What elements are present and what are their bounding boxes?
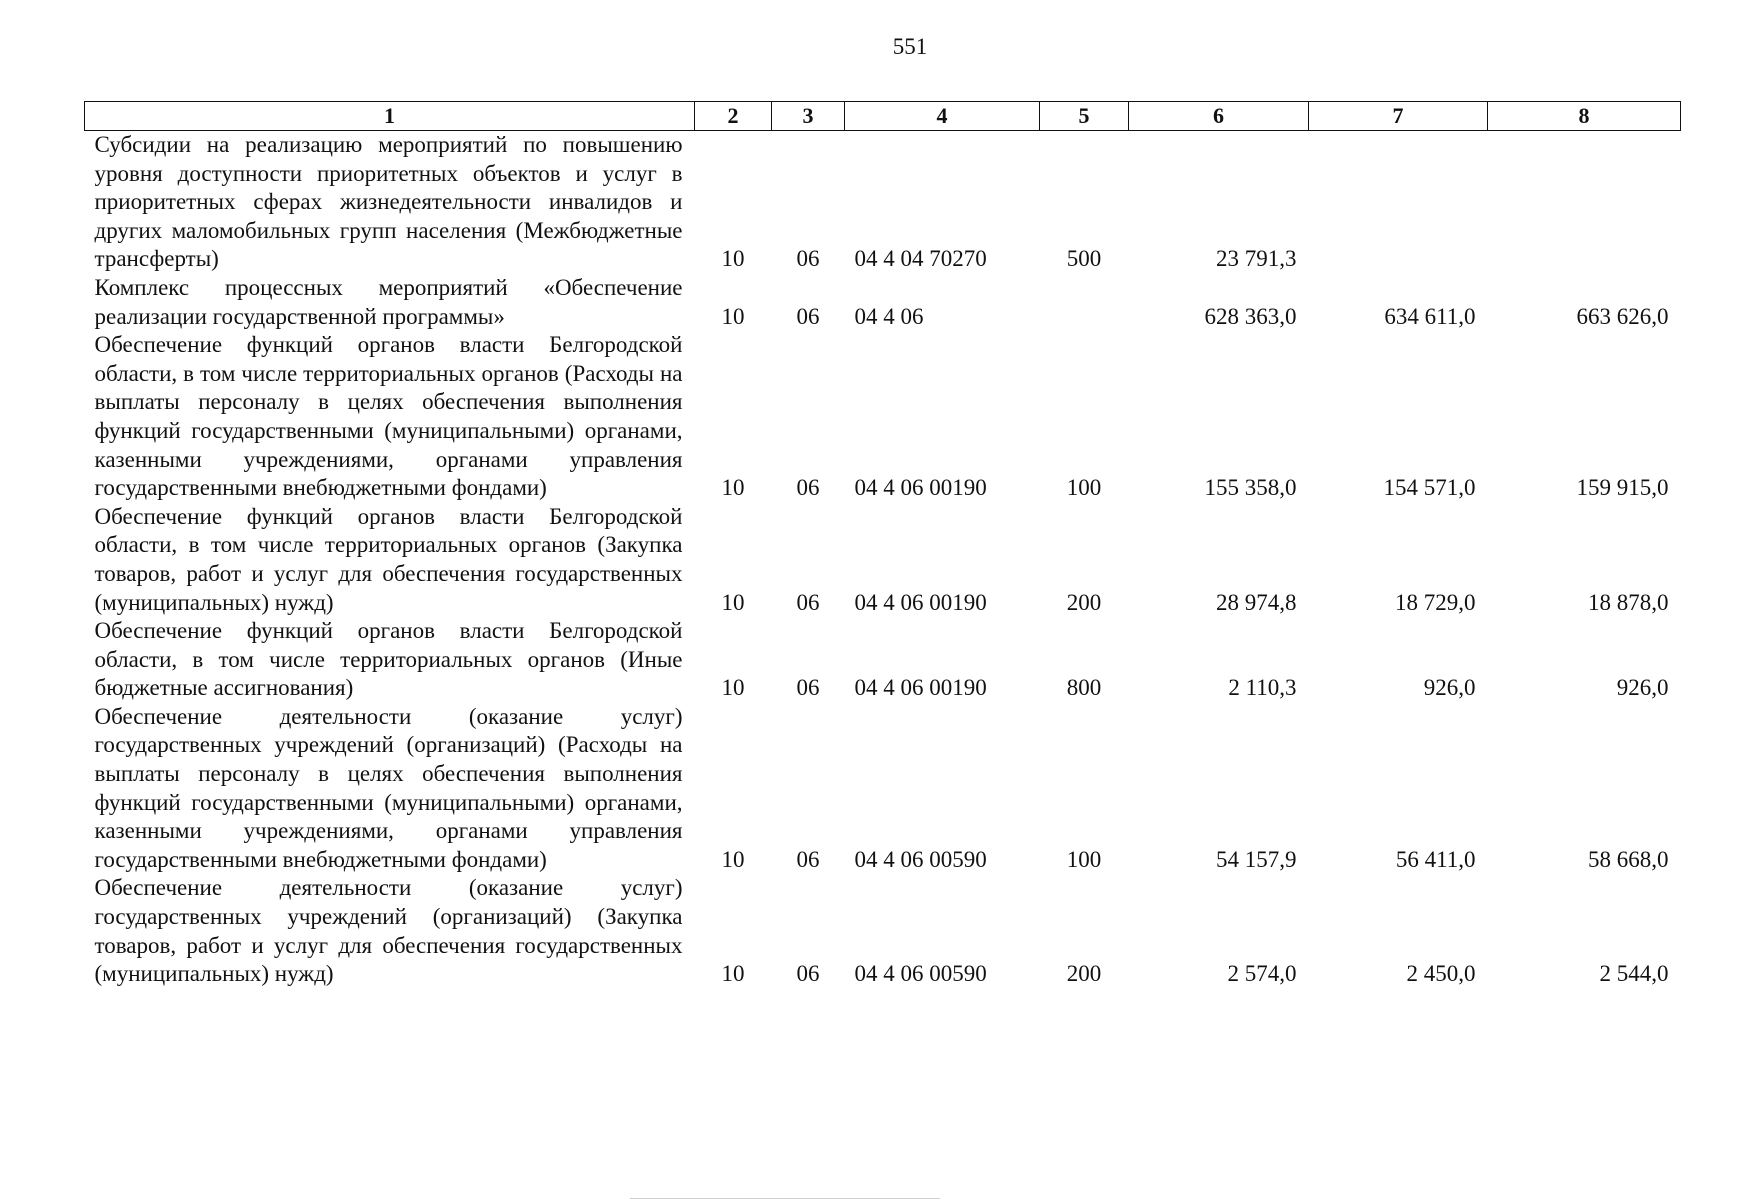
row-section: 10 <box>721 475 745 501</box>
row-subsection: 06 <box>796 961 820 987</box>
row-expense-type: 200 <box>1066 589 1102 615</box>
row-amount-col-6: 2 574,0 <box>1227 961 1297 987</box>
row-amount-col-8: 58 668,0 <box>1588 846 1669 872</box>
row-description: Обеспечение функций органов власти Белгородской области, в том числе территориальных органов (Закупка товаров, работ и услуг для обеспечения государственных (муниципальных) нужд) <box>94 503 683 615</box>
row-amount-col-6: 54 157,9 <box>1216 846 1297 872</box>
row-target-article: 04 4 06 00590 <box>854 961 987 987</box>
table-row <box>85 331 1681 503</box>
row-description: Обеспечение функций органов власти Белгородской области, в том числе территориальных органов (Иные бюджетные ассигнования) <box>94 618 683 701</box>
row-expense-type: 800 <box>1066 675 1102 701</box>
header-col-5: 5 <box>1040 102 1129 131</box>
header-col-8: 8 <box>1488 102 1681 131</box>
row-expense-type <box>1040 274 1129 331</box>
row-target-article: 04 4 06 00190 <box>854 589 987 615</box>
table-body <box>85 131 1681 989</box>
row-description: Обеспечение функций органов власти Белгородской области, в том числе территориальных органов (Расходы на выплаты персоналу в целях обеспечения выполнения функций государственными (муниципальными) органами, казенными учреждениями, органами управления государственными внебюджетными фондами) <box>94 332 683 501</box>
row-amount-col-7: 154 571,0 <box>1383 475 1476 501</box>
table-row <box>85 503 1681 617</box>
header-col-7: 7 <box>1309 102 1488 131</box>
row-amount-col-8: 2 544,0 <box>1599 961 1669 987</box>
row-amount-col-8 <box>1488 131 1681 274</box>
row-amount-col-6: 628 363,0 <box>1204 303 1297 329</box>
header-col-4: 4 <box>845 102 1040 131</box>
row-expense-type: 200 <box>1066 961 1102 987</box>
row-target-article: 04 4 06 <box>854 303 924 329</box>
row-description: Комплекс процессных мероприятий «Обеспечение реализации государственной программы» <box>94 274 683 329</box>
row-amount-col-6: 23 791,3 <box>1216 246 1297 272</box>
row-subsection: 06 <box>796 303 820 329</box>
bottom-divider <box>630 1198 940 1199</box>
row-section: 10 <box>721 303 745 329</box>
table-row <box>85 874 1681 988</box>
row-expense-type: 500 <box>1066 246 1102 272</box>
row-amount-col-7: 18 729,0 <box>1395 589 1476 615</box>
row-section: 10 <box>721 961 745 987</box>
table-row <box>85 274 1681 331</box>
row-expense-type: 100 <box>1066 846 1102 872</box>
row-section: 10 <box>721 589 745 615</box>
row-amount-col-6: 2 110,3 <box>1228 675 1297 701</box>
row-expense-type: 100 <box>1066 475 1102 501</box>
table-row <box>85 617 1681 703</box>
table-row <box>85 131 1681 274</box>
row-amount-col-7 <box>1309 131 1488 274</box>
row-amount-col-7: 634 611,0 <box>1384 303 1476 329</box>
row-target-article: 04 4 04 70270 <box>854 246 987 272</box>
row-section: 10 <box>721 675 745 701</box>
row-amount-col-7: 926,0 <box>1423 675 1476 701</box>
row-subsection: 06 <box>796 246 820 272</box>
page-number: 551 <box>892 34 928 59</box>
row-subsection: 06 <box>796 589 820 615</box>
row-amount-col-6: 28 974,8 <box>1216 589 1297 615</box>
header-col-2: 2 <box>695 102 772 131</box>
row-target-article: 04 4 06 00190 <box>854 475 987 501</box>
row-subsection: 06 <box>796 475 820 501</box>
row-amount-col-8: 926,0 <box>1616 675 1669 701</box>
row-description: Субсидии на реализацию мероприятий по повышению уровня доступности приоритетных объектов и услуг в приоритетных сферах жизнедеятельности инвалидов и других маломобильных групп населения (Межбюджетные трансферты) <box>94 132 683 272</box>
row-target-article: 04 4 06 00190 <box>854 675 987 701</box>
row-section: 10 <box>721 846 745 872</box>
row-target-article: 04 4 06 00590 <box>854 846 987 872</box>
row-subsection: 06 <box>796 675 820 701</box>
row-amount-col-7: 56 411,0 <box>1395 846 1476 872</box>
row-amount-col-7: 2 450,0 <box>1406 961 1476 987</box>
row-description: Обеспечение деятельности (оказание услуг) государственных учреждений (организаций) (Закупка товаров, работ и услуг для обеспечения государственных (муниципальных) нужд) <box>94 875 683 987</box>
row-amount-col-8: 159 915,0 <box>1576 475 1669 501</box>
row-description: Обеспечение деятельности (оказание услуг) государственных учреждений (организаций) (Расходы на выплаты персоналу в целях обеспечения выполнения функций государственными (муниципальными) органами, казенными учреждениями, органами управления государственными внебюджетными фондами) <box>94 703 683 872</box>
row-amount-col-8: 18 878,0 <box>1588 589 1669 615</box>
row-amount-col-8: 663 626,0 <box>1576 303 1669 329</box>
row-section: 10 <box>721 246 745 272</box>
budget-table <box>84 101 1681 989</box>
header-col-3: 3 <box>772 102 845 131</box>
row-subsection: 06 <box>796 846 820 872</box>
row-amount-col-6: 155 358,0 <box>1204 475 1297 501</box>
header-row <box>85 102 1681 131</box>
header-col-1: 1 <box>85 102 695 131</box>
table-row <box>85 703 1681 875</box>
table-header <box>85 102 1681 131</box>
header-col-6: 6 <box>1129 102 1309 131</box>
